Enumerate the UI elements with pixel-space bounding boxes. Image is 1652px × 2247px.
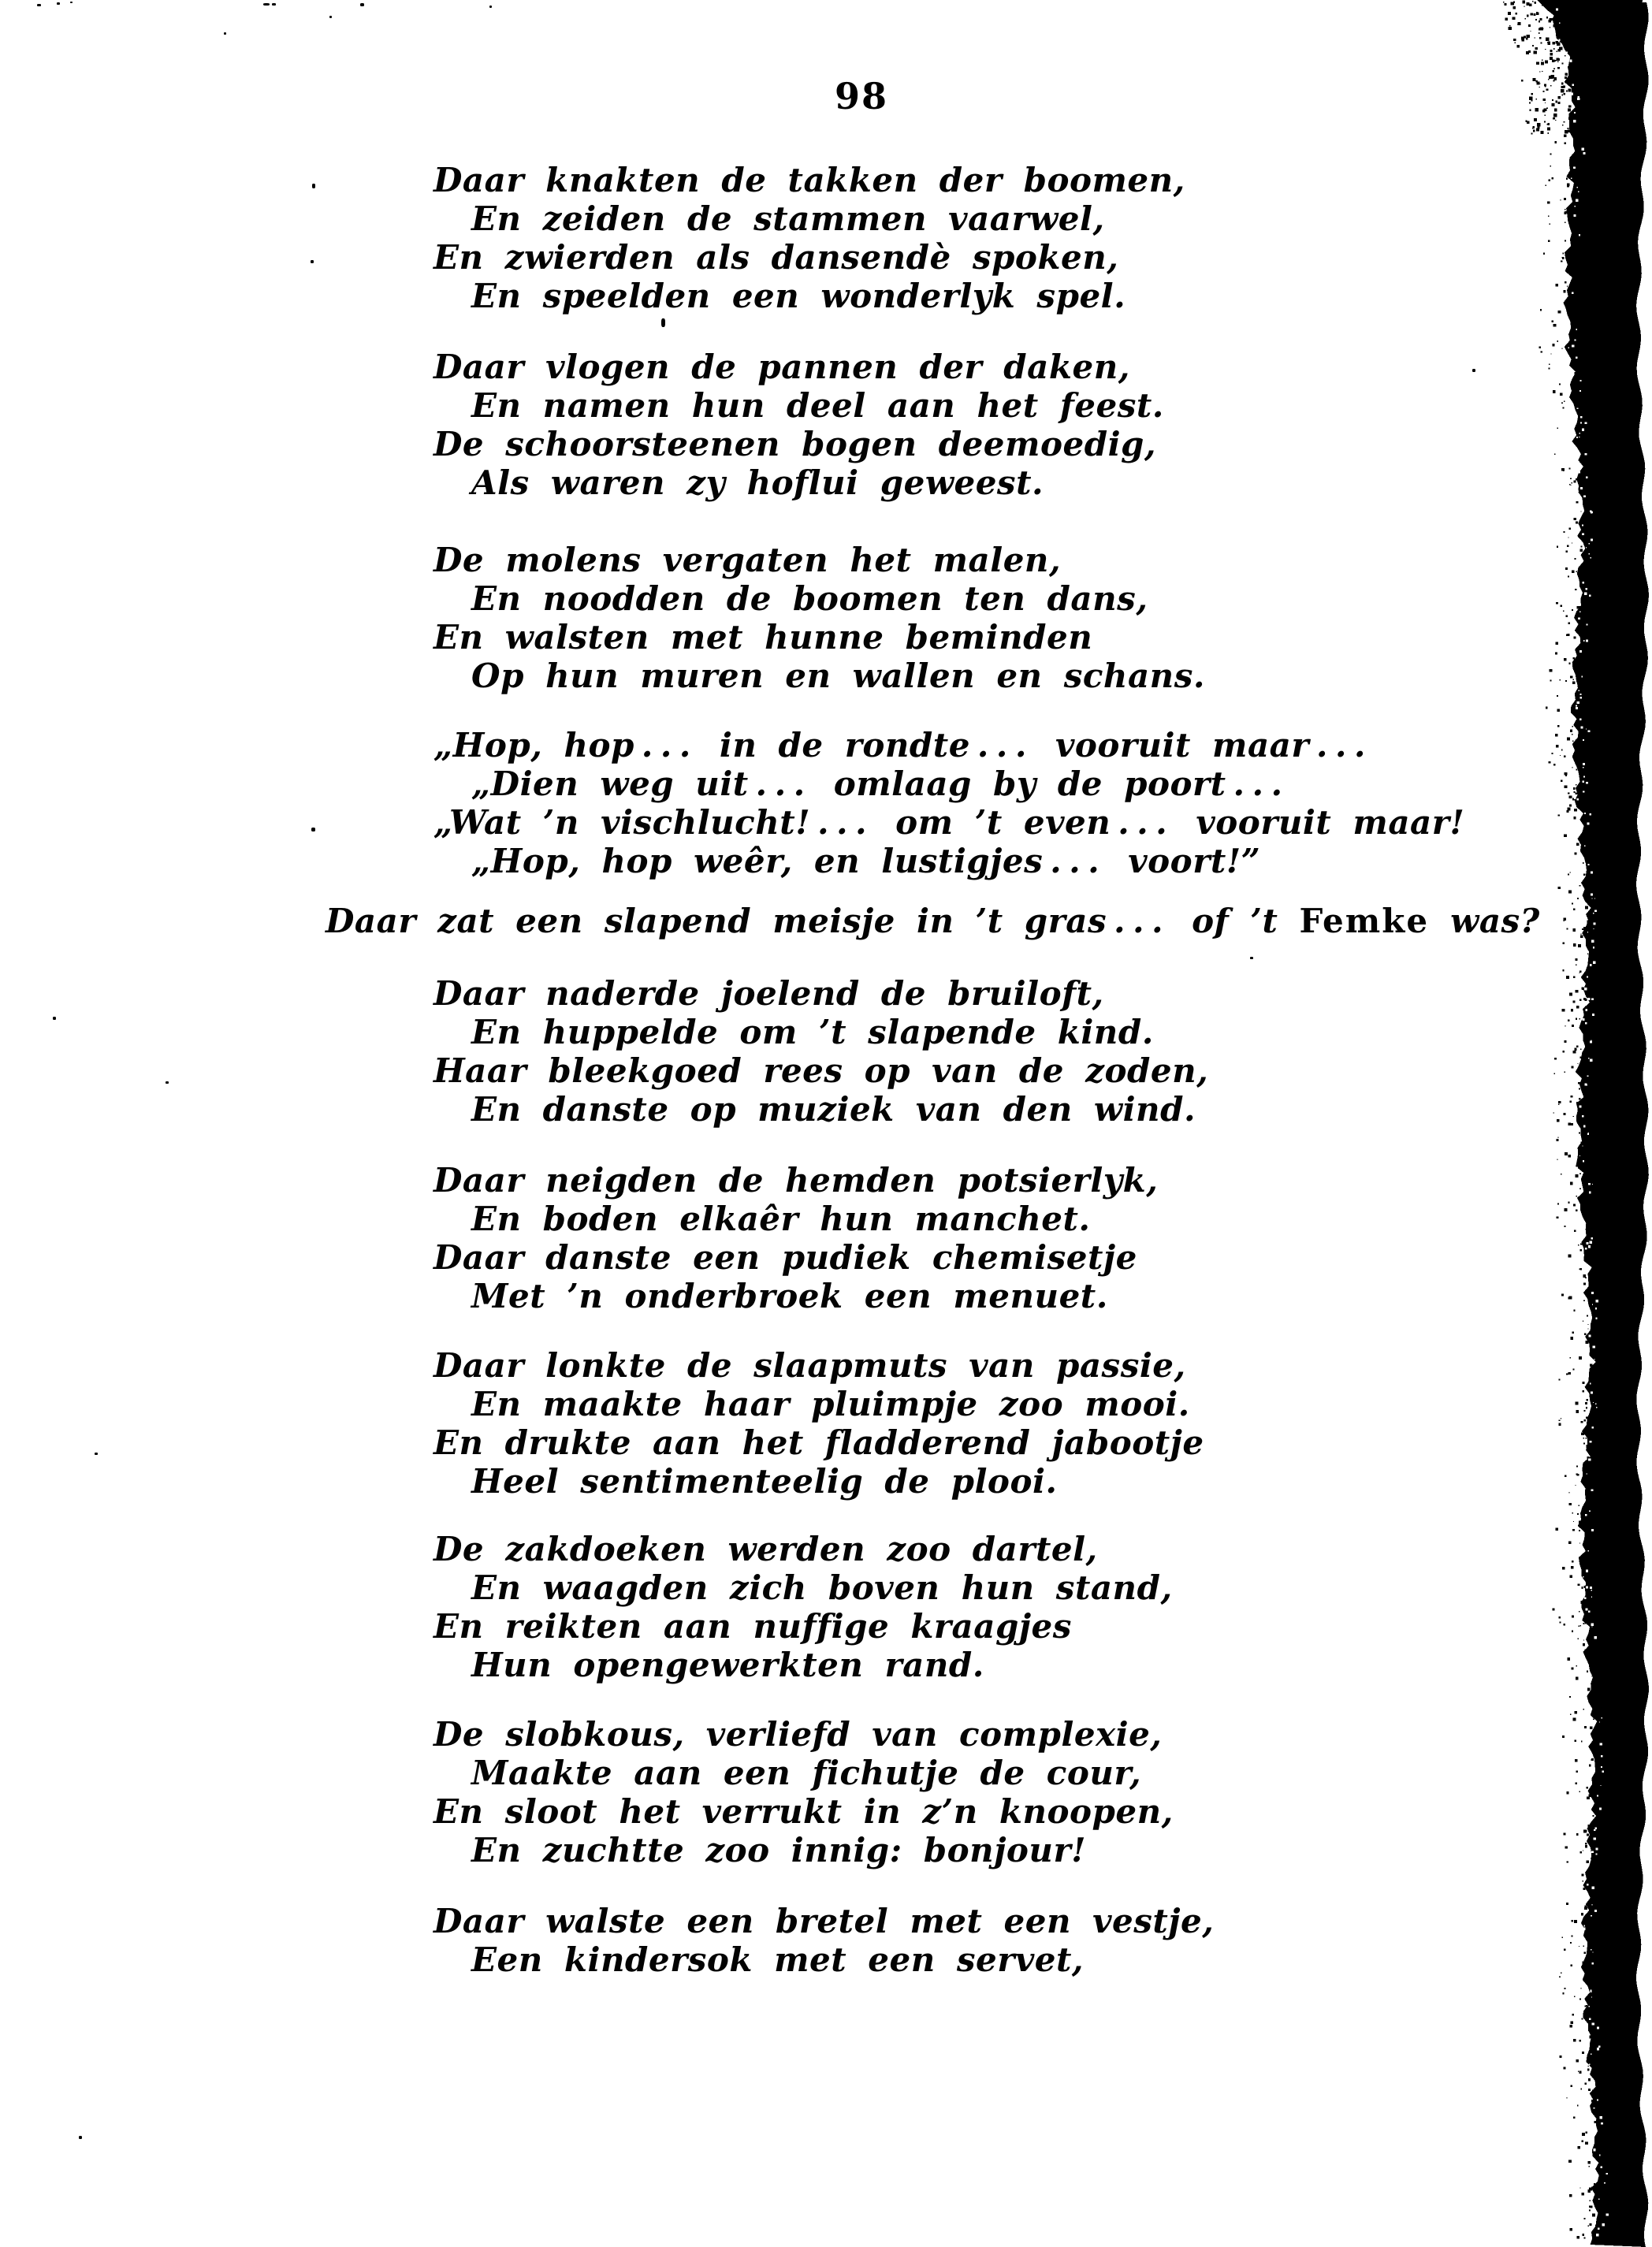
scan-speck [53, 1017, 56, 1020]
poem-line: En sloot het verrukt in z’n knoopen, [433, 1792, 1174, 1831]
poem-line: Maakte aan een fichutje de cour, [471, 1754, 1142, 1792]
poem-line: Daar lonkte de slaapmuts van passie, [433, 1346, 1186, 1385]
poem-line: De slobkous, verliefd van complexie, [433, 1715, 1163, 1754]
scan-speck [661, 318, 665, 327]
poem-line: En zwierden als dansendè spoken, [433, 238, 1119, 277]
scan-speck [1472, 369, 1475, 372]
scan-speck [360, 3, 364, 6]
poem-line: En maakte haar pluimpje zoo mooi. [471, 1385, 1190, 1423]
poem-line: Met ’n onderbroek een menuet. [471, 1277, 1108, 1315]
poem-line: Daar walste een bretel met een vestje, [433, 1902, 1215, 1940]
poem-line: En boden elkaêr hun manchet. [471, 1200, 1091, 1238]
poem-line: En drukte aan het fladderend jabootje [433, 1423, 1204, 1462]
poem-line: „Wat ’n vischlucht! . . . om ’t even . . . vooruit maar! [433, 803, 1465, 842]
poem-line: En zeiden de stammen vaarwel, [471, 199, 1105, 238]
poem-line: Hun opengewerkten rand. [471, 1646, 984, 1684]
poem-line: Daar zat een slapend meisje in ’t gras . . . of ’t Femke was? [326, 902, 1540, 940]
scan-speck [95, 1453, 98, 1455]
poem-line: En huppelde om ’t slapende kind. [471, 1013, 1154, 1051]
poem-line: Heel sentimenteelig de plooi. [471, 1462, 1058, 1501]
poem-line: De zakdoeken werden zoo dartel, [433, 1530, 1098, 1568]
page-number: 98 [834, 75, 888, 117]
scan-speck [272, 3, 276, 6]
scan-speck [37, 4, 41, 6]
poem-line: „Hop, hop weêr, en lustigjes . . . voort!” [471, 842, 1261, 880]
scan-speck [263, 3, 270, 6]
poem-line: Als waren zy hoflui geweest. [471, 463, 1044, 502]
poem-line: En waagden zich boven hun stand, [471, 1568, 1173, 1607]
poem-line: Een kindersok met een servet, [471, 1940, 1085, 1979]
scan-speck [329, 16, 332, 18]
poem-line: En walsten met hunne beminden [433, 618, 1093, 657]
poem-line: Op hun muren en wallen en schans. [471, 657, 1205, 695]
poem-line: En zuchtte zoo innig: bonjour! [471, 1831, 1087, 1869]
poem-line: Daar danste een pudiek chemisetje [433, 1238, 1137, 1277]
scan-speck [224, 32, 226, 35]
poem-line: En noodden de boomen ten dans, [471, 579, 1148, 618]
poem-line: Daar naderde joelend de bruiloft, [433, 974, 1104, 1013]
poem-line: Daar neigden de hemden potsierlyk, [433, 1161, 1159, 1200]
poem-line: „Dien weg uit . . . omlaag by de poort . . . [471, 765, 1283, 803]
roman-word: Femke [1299, 902, 1430, 940]
scan-speck [70, 2, 73, 3]
scan-speck [489, 6, 492, 8]
poem-line: Daar vlogen de pannen der daken, [433, 348, 1130, 386]
scan-speck [57, 2, 60, 5]
poem-line: En namen hun deel aan het feest. [471, 386, 1164, 425]
scan-speck [311, 260, 314, 263]
poem-line: De schoorsteenen bogen deemoedig, [433, 425, 1157, 463]
poem-line: En reikten aan nuffige kraagjes [433, 1607, 1072, 1646]
poem-line: Haar bleekgoed rees op van de zoden, [433, 1051, 1209, 1090]
poem-line: „Hop, hop . . . in de rondte . . . vooruit maar . . . [433, 726, 1367, 765]
scan-speck [166, 1081, 169, 1084]
scan-speck [312, 184, 315, 188]
scan-speck [311, 828, 315, 831]
poem-line: En speelden een wonderlyk spel. [471, 277, 1126, 315]
poem-line: En danste op muziek van den wind. [471, 1090, 1196, 1129]
poem-line: De molens vergaten het malen, [433, 541, 1062, 579]
scan-speck [79, 2136, 82, 2139]
poem-line: Daar knakten de takken der boomen, [433, 161, 1185, 199]
scan-speck [1250, 957, 1253, 959]
